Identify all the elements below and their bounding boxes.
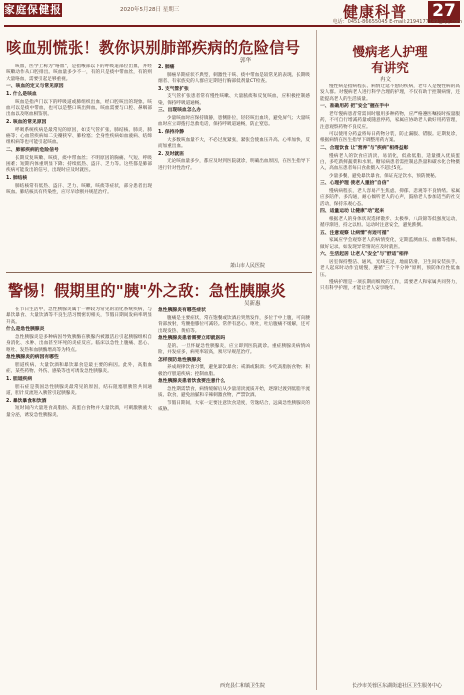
article1-subsection-1-2: 2. 咳血的常见原因 — [6, 120, 47, 125]
article3-section-3: 三、心理护理 使老人重拾"自信" — [320, 181, 390, 187]
article2-paragraph-3: 胆石症是我国急性胰腺炎最常见的原因，结石阻塞胆胰管共同通道，胆汁反流进入胰管引起胰腺炎。 — [6, 384, 152, 396]
article2-column-2 — [158, 307, 310, 679]
article1-paragraph-3: 长期反复咳嗽、咳痰，痰中带血丝；不明原因的胸痛、气短、呼吸困难；短期内体重明显下降；持续低热、盗汗、乏力等。这些都是肺部疾病可能发出的信号，出现时应及时就医。 — [6, 155, 152, 174]
article2-intro: 在节日生活中，急性胰腺炎属于一种较为常见的消化系统疾病，与暴饮暴食、大量饮酒等不良生活习惯密切相关，节假日期间发病率明显升高。 — [6, 307, 152, 325]
article1-subsection-1-1: 1. 什么是咳血 — [6, 92, 37, 97]
column-divider — [316, 30, 317, 690]
article3-author: 冉文 — [380, 77, 392, 83]
article2-paragraph-1: 急性胰腺炎是多种病因导致胰酶在胰腺内被激活后引起胰腺组织自身消化、水肿、出血甚至坏死的炎症反应。临床以急性上腹痛、恶心、呕吐、发热和血胰酶增高等为特点。 — [6, 335, 152, 353]
article3-intro: 慢性病是指病程长、病情迁延不愈的疾病，老年人是慢性病的高发人群。对慢病老人进行科学合理的护理，不仅有助于控制病情，还能提高老人的生活质量。 — [320, 84, 460, 102]
article1-subsection-2-2: 2. 肺癌 — [158, 65, 175, 71]
article1-paragraph-5: 肺癌早期症状不典型，刺激性干咳、痰中带血是较常见的表现。长期吸烟者、有家族史的人群应定期进行胸部低剂量CT检查。 — [158, 72, 310, 85]
article2-section-2: 急性胰腺炎的病因有哪些 — [6, 355, 59, 361]
article1-signature: 萧山市人民医院 — [230, 263, 266, 269]
article2-section-6: 急性胰腺炎患者饮食要注意什么 — [158, 379, 226, 385]
article3-section-2: 二、合理饮食 让"营养"与"疾病"相得益彰 — [320, 146, 409, 152]
issue-date: 2020年5月28日 星期三 — [120, 7, 180, 13]
article3-title-line1[interactable]: 慢病老人护理 — [352, 44, 428, 59]
article2-author: 吴新惠 — [244, 301, 261, 307]
article1-subsection-3-2: 2. 及时就医 — [158, 151, 185, 157]
article-divider — [6, 272, 312, 273]
article3-paragraph-3: 慢病老人的饮食应清淡、易消化，低盐低脂，适量摄入优质蛋白，多吃新鲜蔬菜和水果。糖尿病患者需控制总热量和碳水化合物摄入，高血压患者每日食盐摄入不超过5克。 — [320, 153, 460, 172]
article1-intro: 咳血，医学上称为"咯血"，是指喉部以下的呼吸道部位出血，并经咳嗽动作从口腔排出。咳血量多少不一，有的只是痰中带血丝，有的则大量咯血，需要引起足够重视。 — [6, 64, 152, 82]
article3-paragraph-5: 慢病病程长，老人容易产生焦虑、抑郁、悲观等不良情绪。家属应多陪伴、多沟通，耐心倾听老人的心声，鼓励老人参加适当的社交活动，保持乐观心态。 — [320, 188, 460, 207]
article3-signature: 长沙市芙蓉区东湖街道社区卫生服务中心 — [352, 683, 443, 689]
article1-section-2: 二、肺部疾病的危险信号 — [6, 148, 59, 153]
article1-title[interactable]: 咳血别慌张！教你识别肺部疾病的危险信号 — [6, 39, 301, 57]
article1-paragraph-2: 呼吸系统疾病是最常见的原因，如支气管扩张、肺结核、肺炎、肺癌等；心血管疾病如二尖瓣狭窄、肺栓塞；全身性疾病如血液病、结缔组织病等也可能引起咳血。 — [6, 127, 152, 146]
article1-paragraph-7: 少量咳血时应保持镇静，患侧卧位，轻轻咳出血块，避免屏气；大量咳血时应立即拨打急救电话，保持呼吸道通畅，防止窒息。 — [158, 115, 310, 128]
article3-paragraph-6: 根据老人的身体状况选择散步、太极拳、八段锦等低强度运动，循序渐进，持之以恒。运动时注意安全，避免跌倒。 — [320, 216, 460, 229]
article1-paragraph-9: 无论咳血量多少，都应及时到医院就诊，明确出血原因，在医生指导下进行针对性治疗。 — [158, 159, 310, 171]
article1-paragraph-1: 咳血是指声门以下的呼吸道或肺组织出血，经口腔咳出的现象。咳血可以是痰中带血，也可以是整口咳出鲜血。咳血需要与口腔、鼻咽部出血以及呕血相鉴别。 — [6, 99, 152, 118]
article3-section-6: 六、生活起居 让老人"安全"与"舒适"相伴 — [320, 252, 409, 258]
article1-section-1: 一、咳血的定义与常见原因 — [6, 84, 64, 90]
article2-paragraph-6: 是的。一旦怀疑急性胰腺炎，应立即到医院就诊。重症胰腺炎病情凶险，并发症多，病死率较高，须尽早规范治疗。 — [158, 343, 310, 356]
article2-title[interactable]: 警惕！假期里的"胰"外之敌：急性胰腺炎 — [8, 282, 286, 300]
article1-author: 郭华 — [240, 58, 252, 64]
page-header — [0, 0, 464, 28]
article2-paragraph-8: 急性期需禁食，病情缓解后从少量清淡流质开始，逐渐过渡到低脂半流质、软食，避免油腻和辛辣刺激食物，严禁饮酒。 — [158, 386, 310, 399]
article3-section-5: 五、注意观察 让病情"有迹可循" — [320, 230, 390, 236]
article2-section-5: 怎样预防急性胰腺炎 — [158, 357, 202, 363]
page-number: 27 — [432, 1, 456, 21]
section-title-right: 健康科普 — [343, 3, 408, 21]
article1-paragraph-8: 大多数咳血量不大，不必过度紧张，紧张会使血压升高、心率加快，反而加重出血。 — [158, 137, 310, 149]
article2-subsection-2-2: 2. 暴饮暴食和饮酒 — [6, 398, 47, 404]
article2-paragraph-4: 短时间内大量进食高脂肪、高蛋白食物并大量饮酒，可刺激胰液大量分泌，诱发急性胰腺炎。 — [6, 406, 152, 418]
article2-paragraph-5: 腹痛是主要症状，常在饱餐或饮酒后突然发作，多位于中上腹，可向腰背部放射，弯腰抱膝位可减轻。常伴有恶心、呕吐，吐后腹痛不缓解，还可出现发热、黄疸等。 — [158, 315, 310, 334]
article3-paragraph-1: 老年慢病患者常需同时服用多种药物，应严格遵医嘱按时按量服药，不可自行增减药量或随意停药，家属应协助老人做好用药管理，注意观察药物不良反应。 — [320, 112, 460, 130]
article2-paragraph-2: 胆道疾病、大量饮酒和暴饮暴食是最主要的病因。此外，高脂血症、某些药物、外伤、感染等也可诱发急性胰腺炎。 — [6, 363, 152, 375]
article3-column — [320, 84, 460, 680]
article3-paragraph-4: 少量多餐，避免暴饮暴食。保证充足饮水，预防便秘。 — [329, 173, 440, 179]
article1-paragraph-4: 肺结核常有低热、盗汗、乏力、咳嗽、咳痰等症状，部分患者出现咳血。肺结核具有传染性，应尽早诊断并规范治疗。 — [6, 183, 152, 195]
article2-paragraph-7: 养成规律饮食习惯，避免暴饮暴食；戒酒或限酒；少吃高脂肪食物；积极治疗胆道疾病；控制血脂。 — [158, 365, 310, 377]
article2-paragraph-9: 节假日期间，大家一定要注意饮食适度，劳逸结合，远离急性胰腺炎的威胁。 — [158, 400, 310, 412]
contact-info: 电话：0451-86655045 E-mail:2194177149@qq.com — [332, 19, 462, 25]
article2-section-3: 急性胰腺炎有哪些症状 — [158, 308, 206, 314]
article1-column-2 — [158, 64, 310, 260]
article1-subsection-3-1: 1. 保持冷静 — [158, 129, 185, 135]
article2-subsection-2-1: 1. 胆道疾病 — [6, 377, 33, 382]
article1-section-3: 三、出现咳血怎么办 — [158, 108, 202, 114]
article3-section-4: 四、适量运动 让健康"动"起来 — [320, 209, 385, 215]
article3-section-1: 一、准确用药 把"安全"握在手中 — [320, 104, 390, 110]
article1-column-1 — [6, 64, 152, 260]
article3-paragraph-9: 慢病护理是一项长期而细致的工作，需要老人和家属共同努力，只有科学护理，才能让老人安享晚年。 — [320, 280, 460, 292]
article3-paragraph-8: 居室保持整洁、通风，光线充足，地面防滑，卫生间安装扶手。老人起床时动作宜缓慢，遵循"三个半分钟"原则，预防体位性低血压。 — [320, 260, 460, 278]
article1-subsection-2-3: 3. 支气管扩张 — [158, 86, 189, 92]
article3-paragraph-7: 家属应学会观察老人的病情变化，定期监测血压、血糖等指标，做好记录。如发现异常情况应及时就医。 — [320, 238, 460, 250]
article1-subsection-2-1: 1. 肺结核 — [6, 176, 28, 181]
article3-title-line2[interactable]: 有讲究 — [371, 60, 409, 75]
article1-paragraph-6: 支气管扩张患者常有慢性咳嗽、大量脓痰和反复咳血，应积极控制感染，保持呼吸道通畅。 — [158, 94, 310, 106]
article2-section-1: 什么是急性胰腺炎 — [6, 327, 45, 333]
header-rule — [4, 25, 460, 27]
article3-paragraph-2: 可以使用分药盒将每日药物分装，防止漏服、错服。定期复诊，根据病情在医生指导下调整用药方案。 — [320, 132, 460, 144]
article2-signature: 西充县仁和镇卫生院 — [220, 683, 266, 689]
article2-section-4: 急性胰腺炎患者需要立即就医吗 — [158, 336, 226, 342]
article2-column-1 — [6, 307, 152, 689]
section-title-left: 家庭保健报 — [4, 4, 62, 16]
